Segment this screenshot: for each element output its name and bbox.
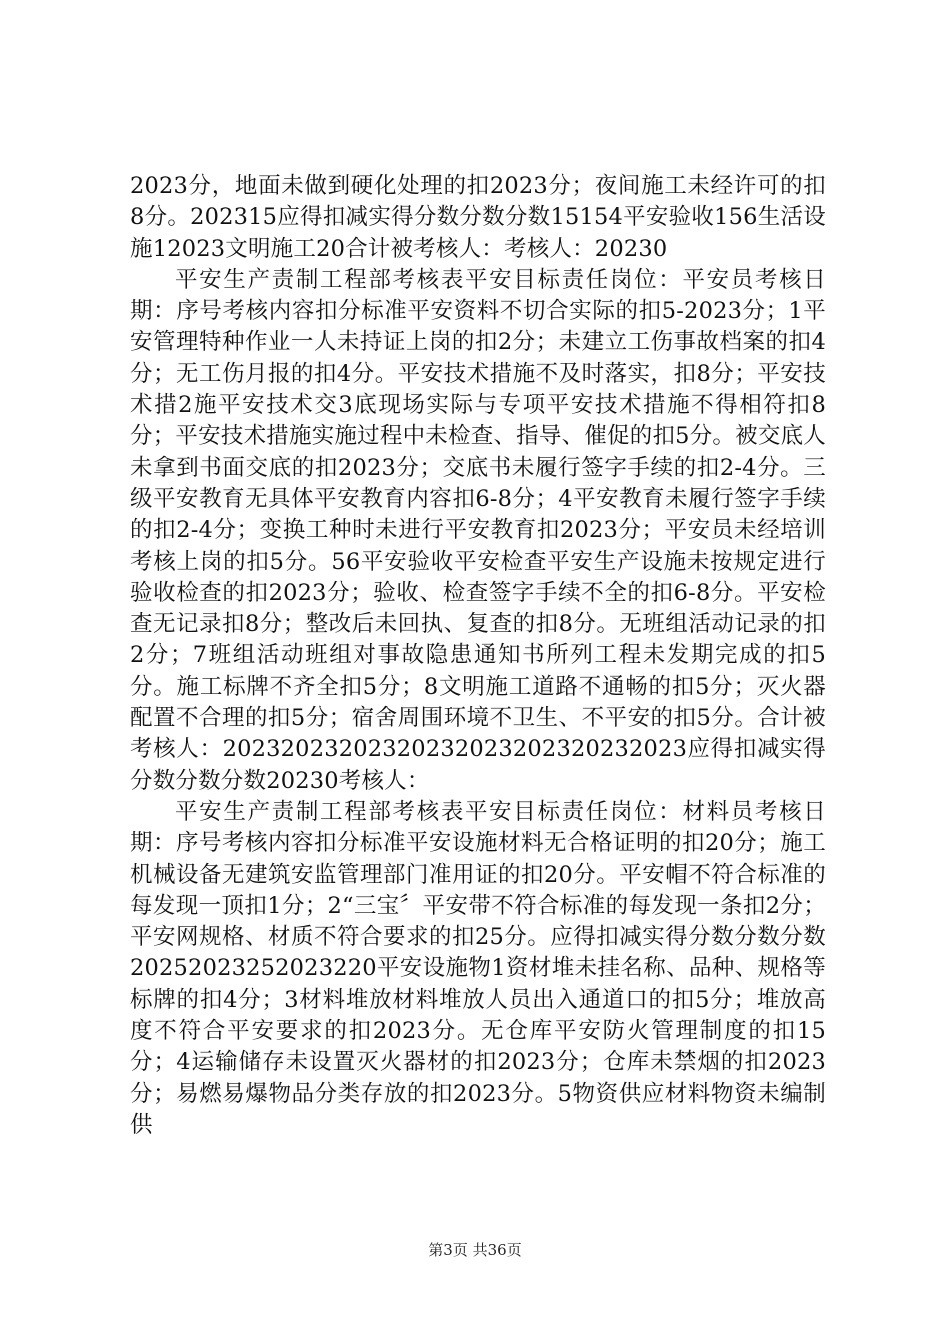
paragraph-1: 2023分，地面未做到硬化处理的扣2023分；夜间施工未经许可的扣8分。202315应得扣减实得分数分数分数15154平安验收156生活设施12023文明施工20合计被考核人：考核人：20230 [130,173,826,262]
page-number-label: 第3页 共36页 [428,1241,522,1259]
document-body [130,171,826,1141]
page-footer [0,1240,950,1260]
paragraph-3: 平安生产责制工程部考核表平安目标责任岗位：材料员考核日期：序号考核内容扣分标准平安设施材料无合格证明的扣20分；施工机械设备无建筑安监管理部门准用证的扣20分。平安帽不符合标准的每发现一顶扣1分；2“三宝〞平安带不符合标准的每发现一条扣2分；平安网规格、材质不符合要求的扣25分。应得扣减实得分数分数分数20252023252023220平安设施物1资材堆未挂名称、品种、规格等标牌的扣4分；3材料堆放材料堆放人员出入通道口的扣5分；堆放高度不符合平安要求的扣2023分。无仓库平安防火管理制度的扣15分；4运输储存未设置灭火器材的扣2023分；仓库未禁烟的扣2023分；易燃易爆物品分类存放的扣2023分。5物资供应材料物资未编制供 [130,798,826,1138]
paragraph-2: 平安生产责制工程部考核表平安目标责任岗位：平安员考核日期：序号考核内容扣分标准平安资料不切合实际的扣5-2023分；1平安管理特种作业一人未持证上岗的扣2分；未建立工伤事故档案的扣4分；无工伤月报的扣4分。平安技术措施不及时落实，扣8分；平安技术措2施平安技术交3底现场实际与专项平安技术措施不得相符扣8分；平安技术措施实施过程中未检查、指导、催促的扣5分。被交底人未拿到书面交底的扣2023分；交底书未履行签字手续的扣2-4分。三级平安教育无具体平安教育内容扣6-8分；4平安教育未履行签字手续的扣2-4分；变换工种时未进行平安教育扣2023分；平安员未经培训考核上岗的扣5分。56平安验收平安检查平安生产设施未按规定进行验收检查的扣2023分；验收、检查签字手续不全的扣6-8分。平安检查无记录扣8分；整改后未回执、复查的扣8分。无班组活动记录的扣2分；7班组活动班组对事故隐患通知书所列工程未发期完成的扣5分。施工标牌不齐全扣5分；8文明施工道路不通畅的扣5分；灭火器配置不合理的扣5分；宿舍周围环境不卫生、不平安的扣5分。合计被考核人：20232023202320232023202320232023应得扣减实得分数分数分数20230考核人： [130,266,826,794]
